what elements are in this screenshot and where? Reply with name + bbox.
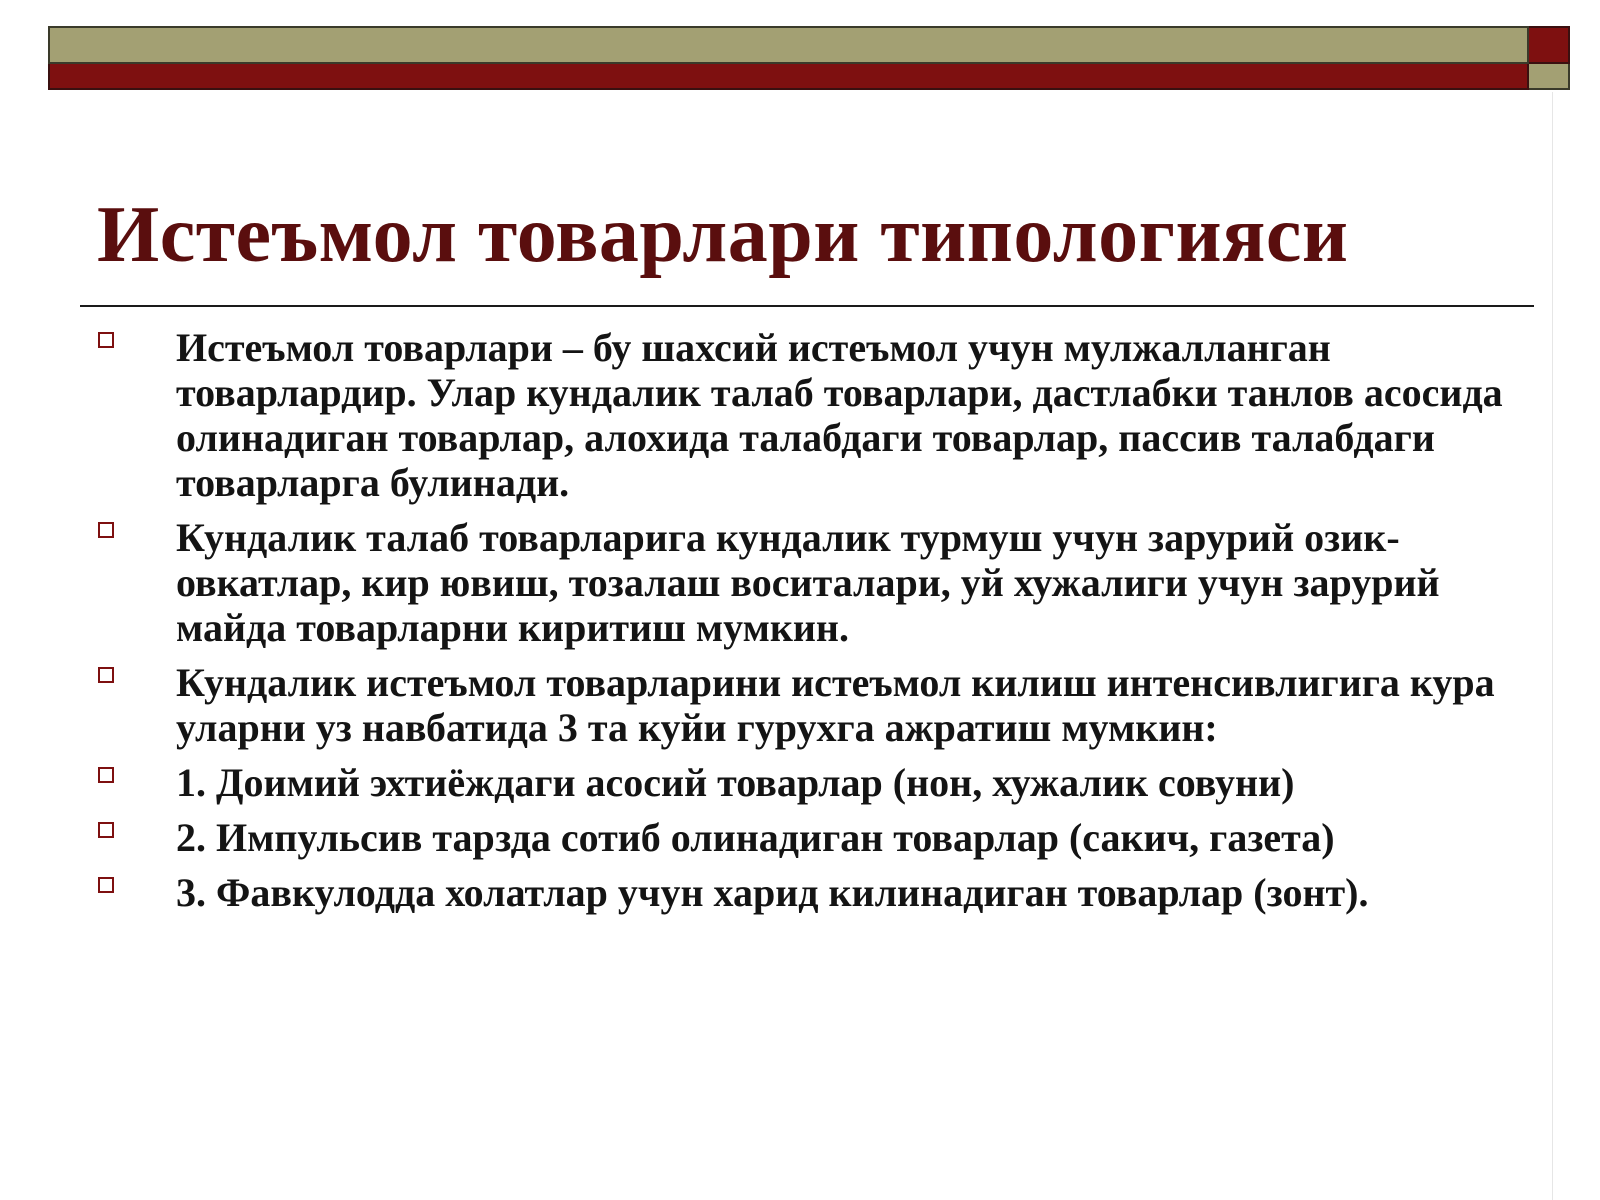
title-divider [80,305,1534,307]
bullet-item [98,660,1548,750]
header-band-olive-stripe [48,26,1529,64]
bullet-text: Истеъмол товарлари – бу шахсий истеъмол учун мулжалланган товарлардир. Улар кундалик талаб товарлари, дастлабки танлов асосида олинадиган товарлар, алохида талабдаги товарлар, пассив талабдаги товарларга булинади. [176,325,1503,505]
header-corner-maroon-square [1529,26,1570,64]
right-margin-line [1552,92,1553,1200]
bullet-list [98,325,1548,925]
hollow-square-icon [98,667,114,683]
bullet-text: Кундалик талаб товарларига кундалик турмуш учун зарурий озик-овкатлар, кир ювиш, тозалаш воситалари, уй хужалиги учун зарурий майда товарларни киритиш мумкин. [176,515,1440,650]
bullet-item [98,515,1548,650]
bullet-text: 3. Фавкулодда холатлар учун харид килинадиган товарлар (зонт). [176,870,1369,915]
header-corner-olive-square [1529,64,1570,90]
bullet-text: Кундалик истеъмол товарларини истеъмол килиш интенсивлигига кура уларни уз навбатида 3 та куйи гурухга ажратиш мумкин: [176,660,1495,750]
bullet-text: 2. Импульсив тарзда сотиб олинадиган товарлар (сакич, газета) [176,815,1335,860]
hollow-square-icon [98,822,114,838]
bullet-item [98,870,1548,915]
slide-title: Истеъмол товарлари типологияси [97,191,1349,279]
bullet-item [98,760,1548,805]
bullet-item [98,815,1548,860]
hollow-square-icon [98,522,114,538]
header-band-maroon-stripe [48,64,1529,90]
hollow-square-icon [98,767,114,783]
bullet-text: 1. Доимий эхтиёждаги асосий товарлар (нон, хужалик совуни) [176,760,1295,805]
hollow-square-icon [98,877,114,893]
bullet-item [98,325,1548,505]
header-band [48,26,1570,92]
hollow-square-icon [98,332,114,348]
